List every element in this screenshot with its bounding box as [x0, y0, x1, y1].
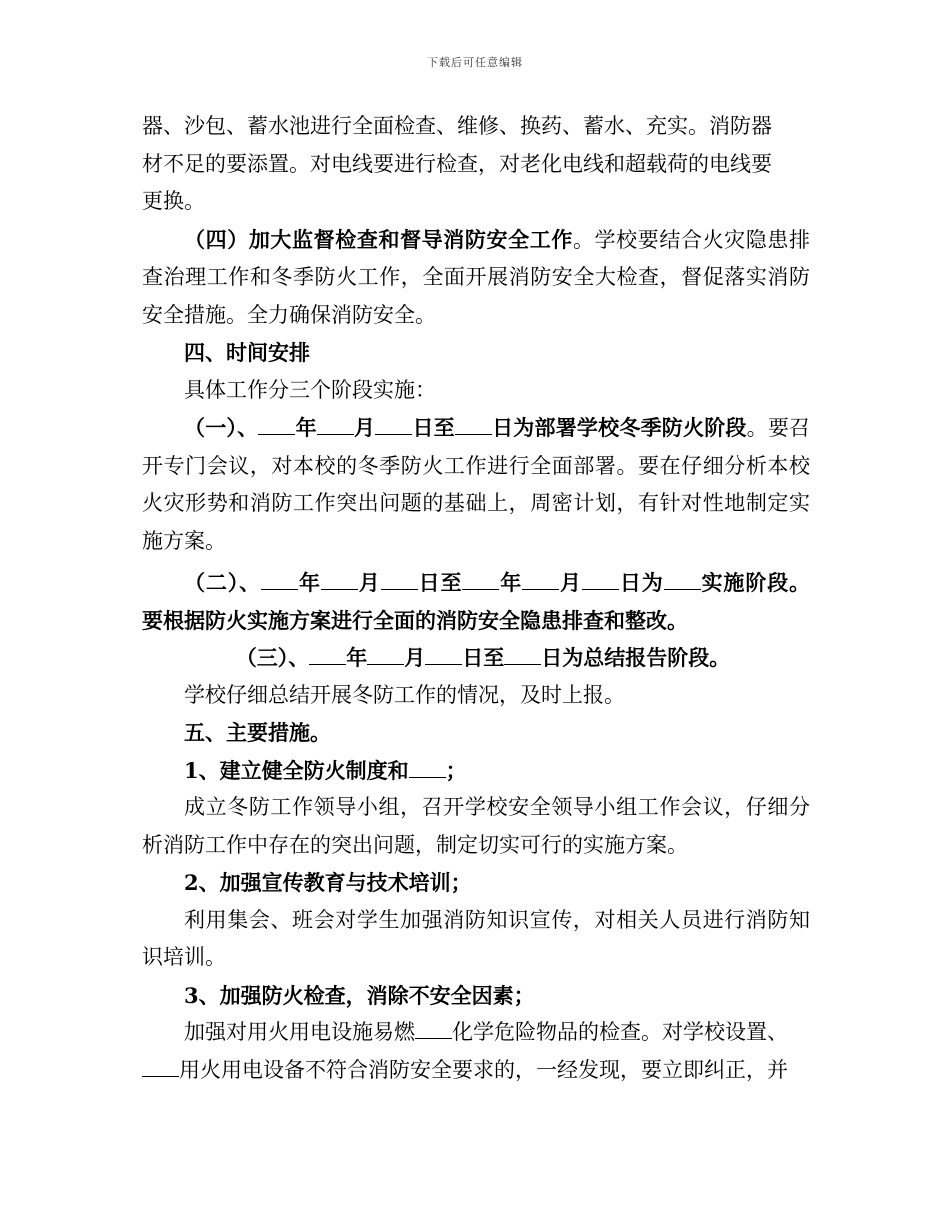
stage-label: （一）、 [184, 415, 259, 440]
text-fragment: 日为 [618, 570, 664, 595]
subheading-supervision: （四）加大监督检查和督导消防安全工作 [184, 226, 573, 252]
section-heading-schedule: 四、时间安排 [184, 340, 310, 365]
blank-field [375, 414, 412, 435]
text-fragment: 实施阶段。要根据防火实施方案进行全面的消防安全隐患排查和整改。 [142, 570, 811, 633]
text-fragment: 月 [357, 570, 381, 595]
stage-label: （二）、 [184, 570, 262, 595]
paragraph-report: 学校仔细总结开展冬防工作的情况，及时上报。 [184, 682, 625, 707]
document-body [142, 108, 810, 1089]
blank-field [425, 644, 462, 665]
text-fragment: 日至 [412, 415, 455, 440]
stage-label: （三）、 [235, 645, 310, 670]
measure-text-3 [142, 1014, 810, 1089]
blank-field [462, 569, 499, 590]
blank-field [258, 414, 295, 435]
blank-field [317, 414, 354, 435]
text-fragment: 日至 [417, 570, 463, 595]
paragraph-equipment [142, 108, 810, 221]
text-fragment: 年 [346, 645, 368, 670]
measure-heading-3: 3、加强防火检查，消除不安全因素； [184, 982, 535, 1008]
text-fragment: 年 [499, 570, 523, 595]
section-heading-measures: 五、主要措施。 [184, 720, 331, 745]
measure-text-2: 利用集会、班会对学生加强消防知识宣传，对相关人员进行消防知识培训。 [142, 907, 810, 969]
paragraph-schedule-intro: 具体工作分三个阶段实施： [184, 377, 436, 402]
blank-field [261, 569, 298, 590]
text-fragment: 化学危险物品的检查。对学校设置、 [452, 1020, 788, 1044]
text-fragment: 日为部署学校冬季防火阶段 [491, 415, 747, 440]
text-fragment: 加强对用火用电设施易燃 [184, 1020, 415, 1044]
stage-one-heading [184, 415, 747, 440]
text-fragment: 月 [559, 570, 582, 595]
blank-field [455, 414, 492, 435]
blank-field [415, 1018, 452, 1039]
blank-field [582, 569, 619, 590]
blank-field [522, 569, 559, 590]
text-fragment: 年 [295, 415, 317, 440]
blank-field [367, 644, 404, 665]
paragraph-text: 。学校要结合火灾隐患排查治理工作和冬季防火工作，全面开展消防安全大检查，督促落实消防安全措施。全力确保消防安全。 [142, 227, 811, 327]
paragraph-stage-one [142, 409, 810, 560]
paragraph-stage-two [142, 564, 810, 639]
blank-field [381, 569, 418, 590]
text-fragment: 年 [298, 570, 321, 595]
text-line: 更换。 [142, 189, 205, 213]
text-fragment: 用火用电设备不符合消防安全要求的，一经发现，要立即纠正，并 [179, 1057, 788, 1082]
text-fragment: 月 [353, 415, 376, 440]
blank-field [409, 757, 446, 778]
text-fragment: ； [445, 757, 467, 783]
blank-field [664, 569, 701, 590]
paragraph-stage-three [142, 639, 810, 677]
text-fragment: 1、建立健全防火制度和 [184, 757, 409, 783]
measure-heading-2: 2、加强宣传教育与技术培训； [184, 870, 472, 895]
blank-field [309, 644, 346, 665]
paragraph-text: 。要召开专门会议，对本校的冬季防火工作进行全面部署。要在仔细分析本校火灾形势和消防工作突出问题的基础上，周密计划，有针对性地制定实施方案。 [142, 416, 811, 553]
text-fragment: 月 [404, 645, 426, 670]
blank-field [504, 644, 541, 665]
blank-field [142, 1056, 179, 1077]
paragraph-supervision [142, 221, 810, 335]
measure-heading-1 [142, 752, 810, 790]
text-fragment: 日至 [462, 645, 505, 670]
page-header: 下载后可任意编辑 [427, 56, 523, 69]
measure-text-1: 成立冬防工作领导小组，召开学校安全领导小组工作会议，仔细分析消防工作中存在的突出问题，制定切实可行的实施方案。 [142, 795, 810, 857]
blank-field [321, 569, 358, 590]
text-line: 器、沙包、蓄水池进行全面检查、维修、换药、蓄水、充实。消防器 [142, 114, 772, 138]
text-fragment: 日为总结报告阶段。 [541, 645, 731, 670]
text-line: 材不足的要添置。对电线要进行检查，对老化电线和超载荷的电线要 [142, 151, 772, 176]
